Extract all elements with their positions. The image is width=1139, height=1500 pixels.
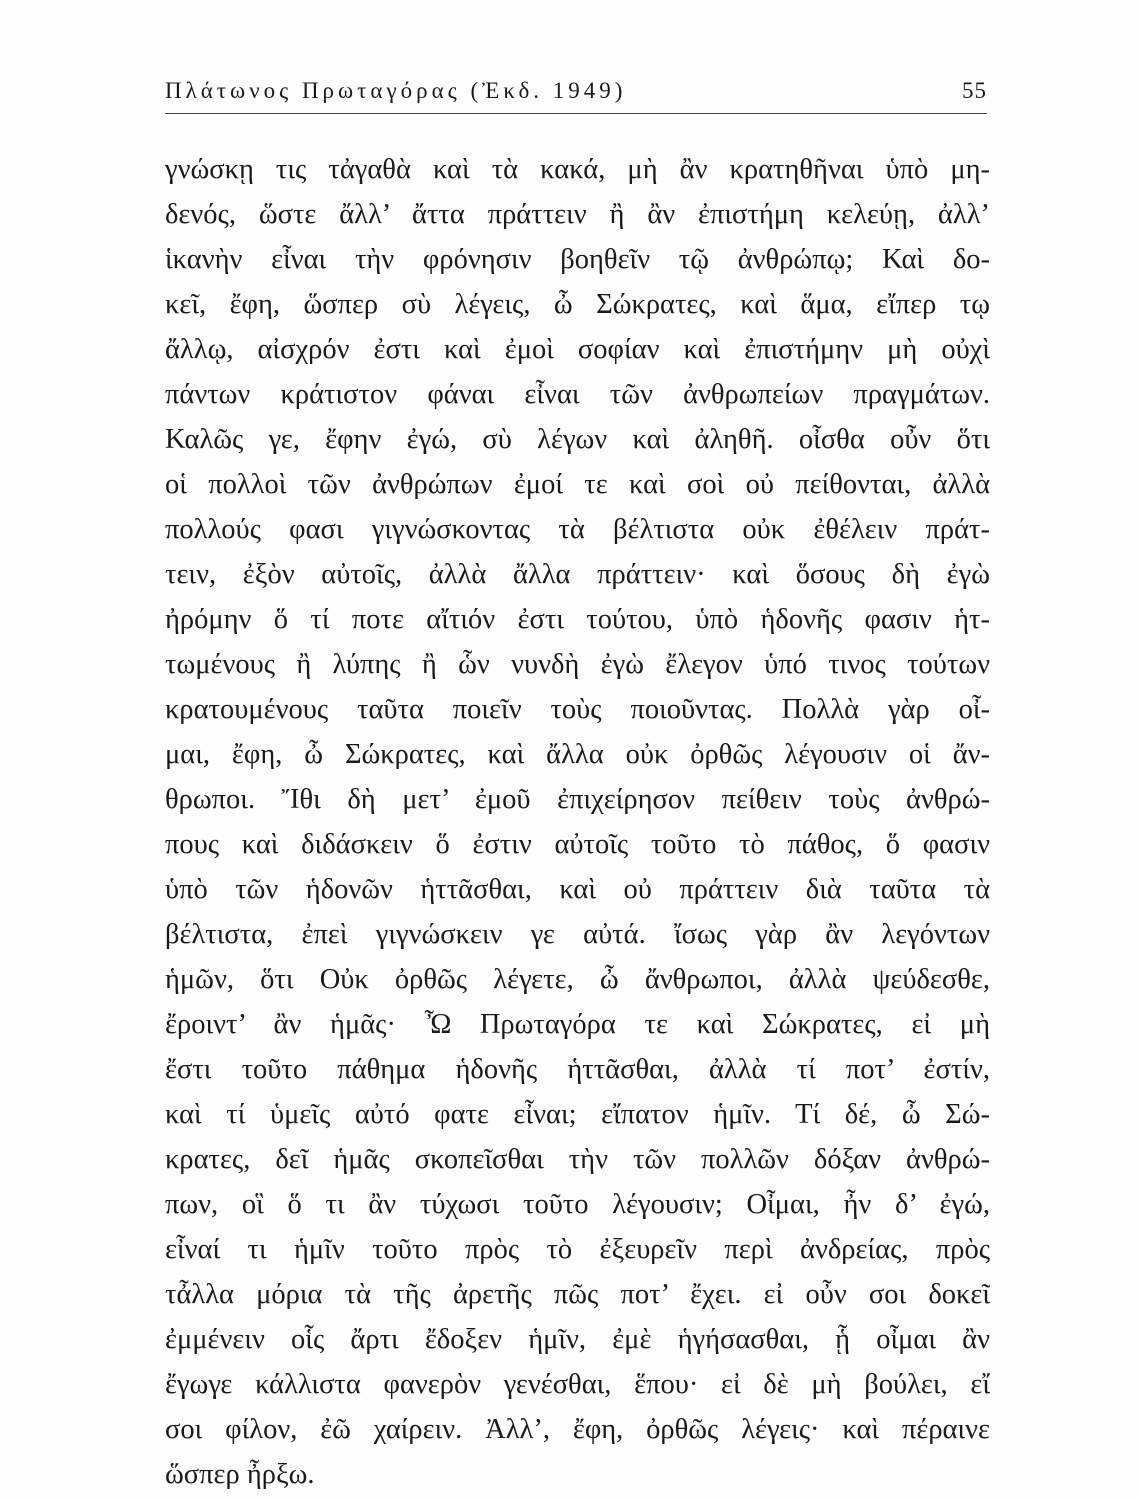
text-line: ὑπὸ τῶν ἡδονῶν ἡττᾶσθαι, καὶ οὐ πράττειν διὰ ταῦτα τὰ: [165, 874, 990, 905]
running-title: Πλάτωνος Πρωταγόρας (Ἐκδ. 1949): [165, 78, 627, 103]
text-line: ἄλλῳ, αἰσχρόν ἐστι καὶ ἐμοὶ σοφίαν καὶ ἐπιστήμην μὴ οὐχὶ: [165, 334, 990, 365]
text-line: τωμένους ἢ λύπης ἢ ὧν νυνδὴ ἐγὼ ἔλεγον ὑπό τινος τούτων: [165, 649, 990, 680]
text-line: πων, οἳ ὅ τι ἂν τύχωσι τοῦτο λέγουσιν; Οἶμαι, ἦν δ’ ἐγώ,: [165, 1189, 990, 1220]
text-line: ἡμῶν, ὅτι Οὐκ ὀρθῶς λέγετε, ὦ ἄνθρωποι, ἀλλὰ ψεύδεσθε,: [165, 964, 990, 995]
body-text: [165, 147, 990, 1497]
text-line: ἔστι τοῦτο πάθημα ἡδονῆς ἡττᾶσθαι, ἀλλὰ τί ποτ’ ἐστίν,: [165, 1054, 990, 1085]
page-number: 55: [962, 78, 987, 103]
text-line: ἠρόμην ὅ τί ποτε αἴτιόν ἐστι τούτου, ὑπὸ ἡδονῆς φασιν ἡτ-: [165, 604, 990, 635]
text-line: ἱκανὴν εἶναι τὴν φρόνησιν βοηθεῖν τῷ ἀνθρώπῳ; Καὶ δο-: [165, 244, 990, 275]
text-line: μαι, ἔφη, ὦ Σώκρατες, καὶ ἄλλα οὐκ ὀρθῶς λέγουσιν οἱ ἄν-: [165, 739, 990, 770]
text-line: βέλτιστα, ἐπεὶ γιγνώσκειν γε αὐτά. ἴσως γὰρ ἂν λεγόντων: [165, 919, 990, 950]
text-line: κεῖ, ἔφη, ὥσπερ σὺ λέγεις, ὦ Σώκρατες, καὶ ἅμα, εἴπερ τῳ: [165, 289, 990, 320]
text-line: τἆλλα μόρια τὰ τῆς ἀρετῆς πῶς ποτ’ ἔχει. εἰ οὖν σοι δοκεῖ: [165, 1279, 990, 1310]
text-line: θρωποι. Ἴθι δὴ μετ’ ἐμοῦ ἐπιχείρησον πείθειν τοὺς ἀνθρώ-: [165, 784, 990, 815]
text-line: σοι φίλον, ἐῶ χαίρειν. Ἀλλ’, ἔφη, ὀρθῶς λέγεις· καὶ πέραινε: [165, 1414, 990, 1445]
text-line: πολλούς φασι γιγνώσκοντας τὰ βέλτιστα οὐκ ἐθέλειν πράτ-: [165, 514, 990, 545]
text-line: ἔροιντ’ ἂν ἡμᾶς· Ὦ Πρωταγόρα τε καὶ Σώκρατες, εἰ μὴ: [165, 1009, 990, 1040]
text-line: τειν, ἐξὸν αὐτοῖς, ἀλλὰ ἄλλα πράττειν· καὶ ὅσους δὴ ἐγὼ: [165, 559, 990, 590]
text-line: πους καὶ διδάσκειν ὅ ἐστιν αὐτοῖς τοῦτο τὸ πάθος, ὅ φασιν: [165, 829, 990, 860]
text-line: πάντων κράτιστον φάναι εἶναι τῶν ἀνθρωπείων πραγμάτων.: [165, 379, 990, 410]
text-line: γνώσκῃ τις τἀγαθὰ καὶ τὰ κακά, μὴ ἂν κρατηθῆναι ὑπὸ μη-: [165, 154, 990, 185]
text-line: ἔγωγε κάλλιστα φανερὸν γενέσθαι, ἕπου· εἰ δὲ μὴ βούλει, εἴ: [165, 1369, 990, 1400]
running-header: [165, 78, 987, 114]
text-line: οἱ πολλοὶ τῶν ἀνθρώπων ἐμοί τε καὶ σοὶ οὐ πείθονται, ἀλλὰ: [165, 469, 990, 500]
text-line: κρατες, δεῖ ἡμᾶς σκοπεῖσθαι τὴν τῶν πολλῶν δόξαν ἀνθρώ-: [165, 1144, 990, 1175]
text-line: εἶναί τι ἡμῖν τοῦτο πρὸς τὸ ἐξευρεῖν περὶ ἀνδρείας, πρὸς: [165, 1234, 990, 1265]
text-line: κρατουμένους ταῦτα ποιεῖν τοὺς ποιοῦντας. Πολλὰ γὰρ οἶ-: [165, 694, 990, 725]
text-line: δενός, ὥστε ἄλλ’ ἄττα πράττειν ἢ ἂν ἐπιστήμη κελεύῃ, ἀλλ’: [165, 199, 990, 230]
text-line: ἐμμένειν οἷς ἄρτι ἔδοξεν ἡμῖν, ἐμὲ ἡγήσασθαι, ᾗ οἶμαι ἂν: [165, 1324, 990, 1355]
text-line: καὶ τί ὑμεῖς αὐτό φατε εἶναι; εἴπατον ἡμῖν. Τί δέ, ὦ Σώ-: [165, 1099, 990, 1130]
text-line: ὥσπερ ἦρξω.: [165, 1459, 315, 1490]
text-line: Καλῶς γε, ἔφην ἐγώ, σὺ λέγων καὶ ἀληθῆ. οἶσθα οὖν ὅτι: [165, 424, 990, 455]
